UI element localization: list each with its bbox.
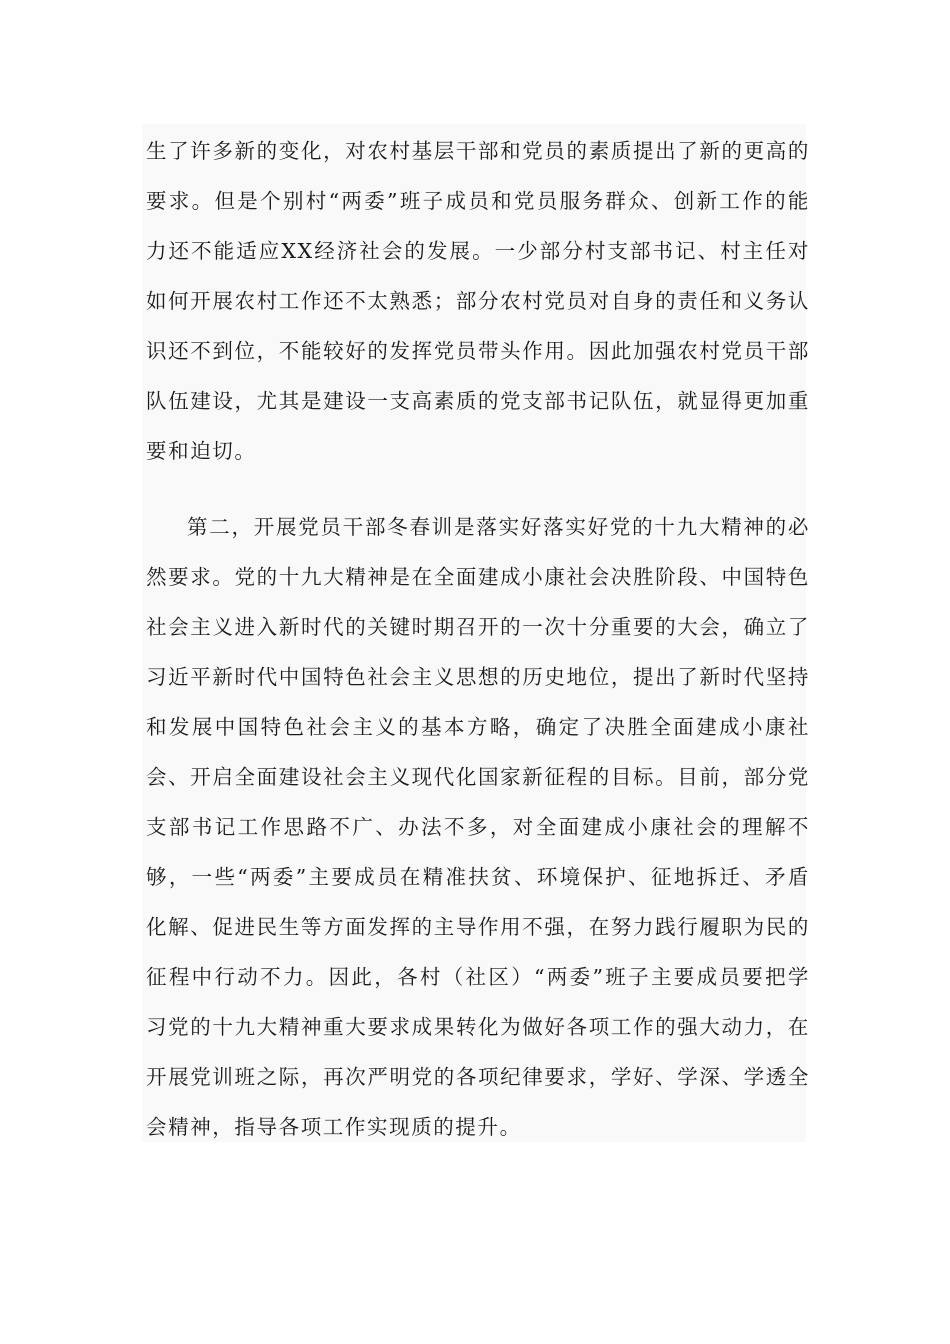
- text-block: [142, 124, 810, 1142]
- paragraph-2: 第二，开展党员干部冬春训是落实好落实好党的十九大精神的必然要求。党的十九大精神是在全面建成小康社会决胜阶段、中国特色社会主义进入新时代的关键时期召开的一次十分重要的大会，确立了习近平新时代中国特色社会主义思想的历史地位，提出了新时代坚持和发展中国特色社会主义的基本方略，确定了决胜全面建成小康社会、开启全面建设社会主义现代化国家新征程的目标。目前，部分党支部书记工作思路不广、办法不多，对全面建成小康社会的理解不够，一些“两委”主要成员在精准扶贫、环境保护、征地拆迁、矛盾化解、促进民生等方面发挥的主导作用不强，在努力践行履职为民的征程中行动不力。因此，各村（社区）“两委”班子主要成员要把学习党的十九大精神重大要求成果转化为做好各项工作的强大动力，在开展党训班之际，再次严明党的各项纪律要求，学好、学深、学透全会精神，指导各项工作实现质的提升。: [146, 515, 810, 1139]
- paragraph-1: 生了许多新的变化，对农村基层干部和党员的素质提出了新的更高的要求。但是个别村“两委”班子成员和党员服务群众、创新工作的能力还不能适应XX经济社会的发展。一少部分村支部书记、村主任对如何开展农村工作还不太熟悉；部分农村党员对自身的责任和义务认识还不到位，不能较好的发挥党员带头作用。因此加强农村党员干部队伍建设，尤其是建设一支高素质的党支部书记队伍，就显得更加重要和迫切。: [146, 139, 810, 463]
